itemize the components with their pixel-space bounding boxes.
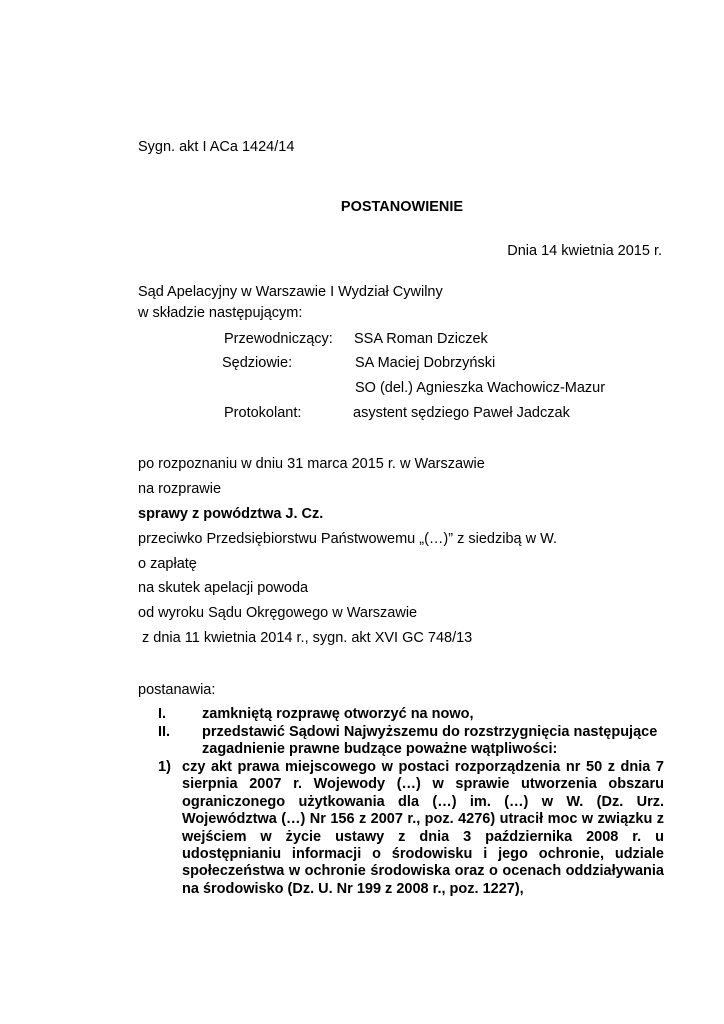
decision-intro: postanawia: <box>138 682 216 698</box>
question-text-line: ograniczonego użytkowania dla (…) im. (…) w W. (Dz. Urz. <box>182 793 664 810</box>
composition-name-judge-2: SO (del.) Agnieszka Wachowicz-Mazur <box>355 380 606 396</box>
composition-name-recorder: asystent sędziego Paweł Jadczak <box>353 405 570 421</box>
composition-name-judge-1: SA Maciej Dobrzyński <box>355 355 496 371</box>
proceedings-line: o zapłatę <box>138 556 197 572</box>
case-reference: Sygn. akt I ACa 1424/14 <box>138 139 295 155</box>
question-text-line: wejściem w życie ustawy z dnia 3 października 2008 r. u <box>182 828 664 845</box>
composition-role-recorder: Protokolant: <box>224 405 302 421</box>
question-text-line: na środowisko (Dz. U. Nr 199 z 2008 r., poz. 1227), <box>182 880 524 897</box>
composition-name-presiding: SSA Roman Dziczek <box>354 331 488 347</box>
decision-item-text: przedstawić Sądowi Najwyższemu do rozstrzygnięcia następujące <box>202 724 658 740</box>
proceedings-line: na skutek apelacji powoda <box>138 580 309 596</box>
question-text <box>182 759 664 898</box>
document-date: Dnia 14 kwietnia 2015 r. <box>507 243 662 259</box>
decision-item-text: zamkniętą rozprawę otworzyć na nowo, <box>202 706 474 722</box>
proceedings-line: na rozprawie <box>138 481 222 497</box>
question-number: 1) <box>158 759 171 775</box>
court-name: Sąd Apelacyjny w Warszawie I Wydział Cywilny <box>138 284 443 300</box>
question-text-line: Województwa (…) Nr 156 z 2007 r., poz. 4276) utracił moc w związku z <box>182 811 664 828</box>
proceedings-line: sprawy z powództwa J. Cz. <box>138 506 324 522</box>
proceedings-line: przeciwko Przedsiębiorstwu Państwowemu „(…)” z siedzibą w W. <box>138 531 558 547</box>
question-text-line: udostępnianiu informacji o środowisku i jego ochronie, udziale <box>182 846 664 863</box>
proceedings-line: po rozpoznaniu w dniu 31 marca 2015 r. w Warszawie <box>138 456 485 472</box>
proceedings-line: z dnia 11 kwietnia 2014 r., sygn. akt XVI GC 748/13 <box>138 630 473 646</box>
question-text-line: społeczeństwa w ochronie środowiska oraz o ocenach oddziaływania <box>182 863 664 880</box>
decision-item-number: I. <box>158 706 167 722</box>
document-title: POSTANOWIENIE <box>340 199 464 215</box>
proceedings-line: od wyroku Sądu Okręgowego w Warszawie <box>138 605 418 621</box>
composition-role-presiding: Przewodniczący: <box>224 331 333 347</box>
decision-item-text: zagadnienie prawne budzące poważne wątpliwości: <box>202 741 558 757</box>
question-text-line: czy akt prawa miejscowego w postaci rozporządzenia nr 50 z dnia 7 <box>182 759 664 775</box>
court-composition-intro: w składzie następującym: <box>138 305 303 321</box>
composition-role-judges: Sędziowie: <box>222 355 293 371</box>
question-text-line: sierpnia 2007 r. Wojewody (…) w sprawie utworzenia obszaru <box>182 776 664 793</box>
decision-item-number: II. <box>158 724 171 740</box>
